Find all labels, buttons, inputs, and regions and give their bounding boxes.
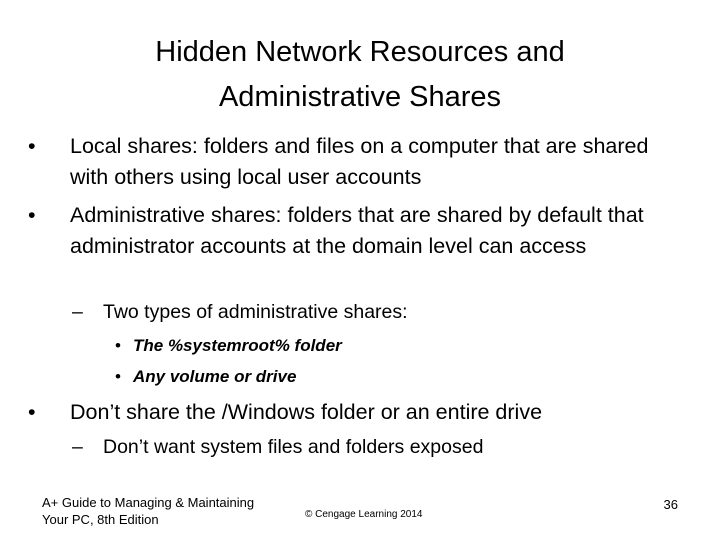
- sub-sub-bullet-volume: [115, 366, 653, 388]
- bullet-marker: •: [115, 336, 121, 355]
- sub-bullet-system-files: [72, 434, 683, 460]
- bullet-marker: •: [28, 203, 36, 227]
- bullet-dont-share-windows: [28, 397, 690, 428]
- slide-title: [60, 30, 660, 120]
- sub-bullet-text: Don’t want system files and folders exposed: [103, 436, 484, 458]
- sub-bullet-text: Two types of administrative shares:: [103, 301, 408, 323]
- title-line-2: Administrative Shares: [218, 81, 502, 113]
- bullet-text: Local shares: folders and files on a computer that are shared with others using local user accounts: [70, 134, 649, 189]
- sub-sub-bullet-systemroot: [115, 335, 653, 357]
- bullet-local-shares: [28, 131, 690, 192]
- sub-sub-bullet-text: The %systemroot% folder: [133, 336, 342, 355]
- page-number: 36: [663, 497, 678, 512]
- dash-marker: –: [72, 436, 83, 458]
- bullet-text: Administrative shares: folders that are shared by default that administrator accounts at the domain level can access: [70, 203, 644, 258]
- bullet-marker: •: [115, 367, 121, 386]
- title-line-1: Hidden Network Resources and: [155, 36, 565, 68]
- footer-book-title: [42, 494, 282, 528]
- bullet-administrative-shares: [28, 200, 690, 261]
- dash-marker: –: [72, 301, 83, 323]
- bullet-marker: •: [28, 134, 36, 158]
- footer-book-line-2: Your PC, 8th Edition: [42, 512, 159, 527]
- footer-copyright: © Cengage Learning 2014: [305, 509, 423, 520]
- footer-book-line-1: A+ Guide to Managing & Maintaining: [42, 495, 255, 510]
- bullet-text: Don’t share the /Windows folder or an entire drive: [70, 400, 543, 424]
- bullet-marker: •: [28, 400, 36, 424]
- sub-sub-bullet-text: Any volume or drive: [133, 367, 297, 386]
- sub-bullet-admin-share-types: [72, 299, 683, 325]
